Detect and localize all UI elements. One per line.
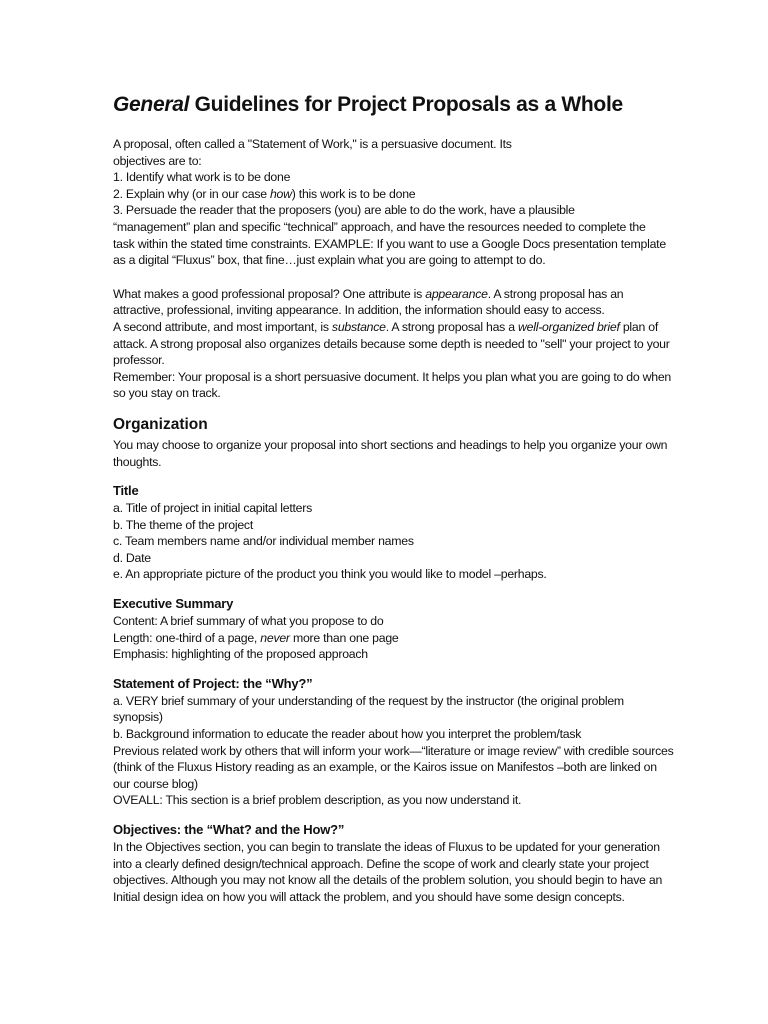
title-emphasis: General	[113, 93, 190, 116]
text-line: Content: A brief summary of what you propose to do	[113, 614, 384, 629]
text-line	[113, 286, 668, 303]
text-line: professor.	[113, 353, 165, 368]
text-line: Initial design idea on how you will attack the problem, and you should have some design concepts.	[113, 889, 625, 904]
text-line: 1. Identify what work is to be done	[113, 170, 291, 185]
title-section-heading: Title	[113, 483, 139, 499]
text-line: a. VERY brief summary of your understanding of the request by the instructor (the original problem	[113, 693, 624, 708]
text-line: Previous related work by others that will inform your work—“literature or image review” with credible sources	[113, 743, 674, 758]
text-line: 3. Persuade the reader that the proposers (you) are able to do the work, have a plausible	[113, 203, 575, 218]
list-item: e. An appropriate picture of the product you think you would like to model –perhaps.	[113, 567, 547, 582]
text-line: (think of the Fluxus History reading as an example, or the Kairos issue on Manifestos –both are linked on	[113, 760, 657, 775]
list-item: c. Team members name and/or individual member names	[113, 534, 414, 549]
emphasis-substance: substance	[331, 319, 386, 334]
text-line: In the Objectives section, you can begin to translate the ideas of Fluxus to be updated for your generation	[113, 840, 660, 854]
text-line: so you stay on track.	[113, 386, 221, 401]
intro-paragraph	[113, 136, 668, 269]
emphasis-never: never	[260, 630, 290, 645]
text-line: attractive, professional, inviting appearance. In addition, the information should easy to access.	[113, 303, 605, 318]
text-run: 2. Explain why (or in our case	[113, 186, 270, 201]
organization-heading: Organization	[113, 415, 208, 433]
text-line: task within the stated time constraints. EXAMPLE: If you want to use a Google Docs presentation template	[113, 236, 666, 251]
quality-paragraph	[113, 286, 672, 402]
text-run: A second attribute, and most important, is	[113, 319, 332, 334]
text-run: What makes a good professional proposal? One attribute is	[113, 286, 426, 301]
text-line: “management” plan and specific “technical” approach, and have the resources needed to complete the	[113, 219, 646, 234]
objectives-paragraph	[113, 839, 668, 905]
text-line: thoughts.	[113, 454, 162, 469]
emphasis-well-organized: well-organized brief	[518, 319, 620, 334]
title-rest: Guidelines for Project Proposals as a Whole	[189, 93, 623, 116]
objectives-heading: Objectives: the “What? and the How?”	[113, 822, 345, 837]
statement-heading: Statement of Project: the “Why?”	[113, 675, 313, 691]
text-line	[113, 319, 668, 336]
text-line: Emphasis: highlighting of the proposed approach	[113, 647, 368, 662]
text-run: ) this work is to be done	[291, 186, 416, 201]
text-line: b. Background information to educate the reader about how you interpret the problem/task	[113, 727, 582, 742]
list-item: a. Title of project in initial capital letters	[113, 501, 313, 516]
text-line: You may choose to organize your proposal into short sections and headings to help you organize your own	[113, 437, 668, 452]
emphasis-how: how	[269, 186, 292, 201]
text-line: objectives are to:	[113, 153, 202, 168]
statement-paragraph	[113, 693, 674, 809]
text-run: more than one page	[289, 630, 399, 645]
text-run: . A strong proposal has a	[385, 319, 519, 334]
text-line: our course blog)	[113, 776, 198, 791]
text-run: plan of	[619, 319, 658, 334]
text-line: A proposal, often called a "Statement of Work," is a persuasive document. Its	[113, 137, 512, 151]
executive-summary-paragraph	[113, 613, 668, 663]
list-item: d. Date	[113, 550, 151, 565]
text-run: . A strong proposal has an	[487, 286, 624, 301]
spacer	[113, 269, 668, 286]
text-line: OVEALL: This section is a brief problem description, as you now understand it.	[113, 793, 522, 808]
title-section-list	[113, 500, 668, 583]
text-line: Remember: Your proposal is a short persuasive document. It helps you plan what you are going to do when	[113, 369, 672, 384]
emphasis-appearance: appearance	[425, 286, 488, 301]
text-line: attack. A strong proposal also organizes details because some depth is needed to "sell" your project to your	[113, 336, 670, 351]
list-item: b. The theme of the project	[113, 517, 253, 532]
text-line	[113, 630, 668, 647]
text-line: as a digital “Fluxus” box, that fine…just explain what you are going to attempt to do.	[113, 253, 546, 268]
text-line	[113, 186, 668, 203]
text-line: objectives. Although you may not know all the details of the problem solution, you should begin to have an	[113, 873, 663, 888]
executive-summary-heading: Executive Summary	[113, 596, 234, 612]
text-line: into a clearly defined design/technical approach. Define the scope of work and clearly state your project	[113, 856, 649, 871]
text-line: synopsis)	[113, 710, 163, 725]
text-run: Length: one-third of a page,	[113, 630, 261, 645]
organization-paragraph	[113, 437, 668, 470]
page-title	[113, 92, 668, 118]
